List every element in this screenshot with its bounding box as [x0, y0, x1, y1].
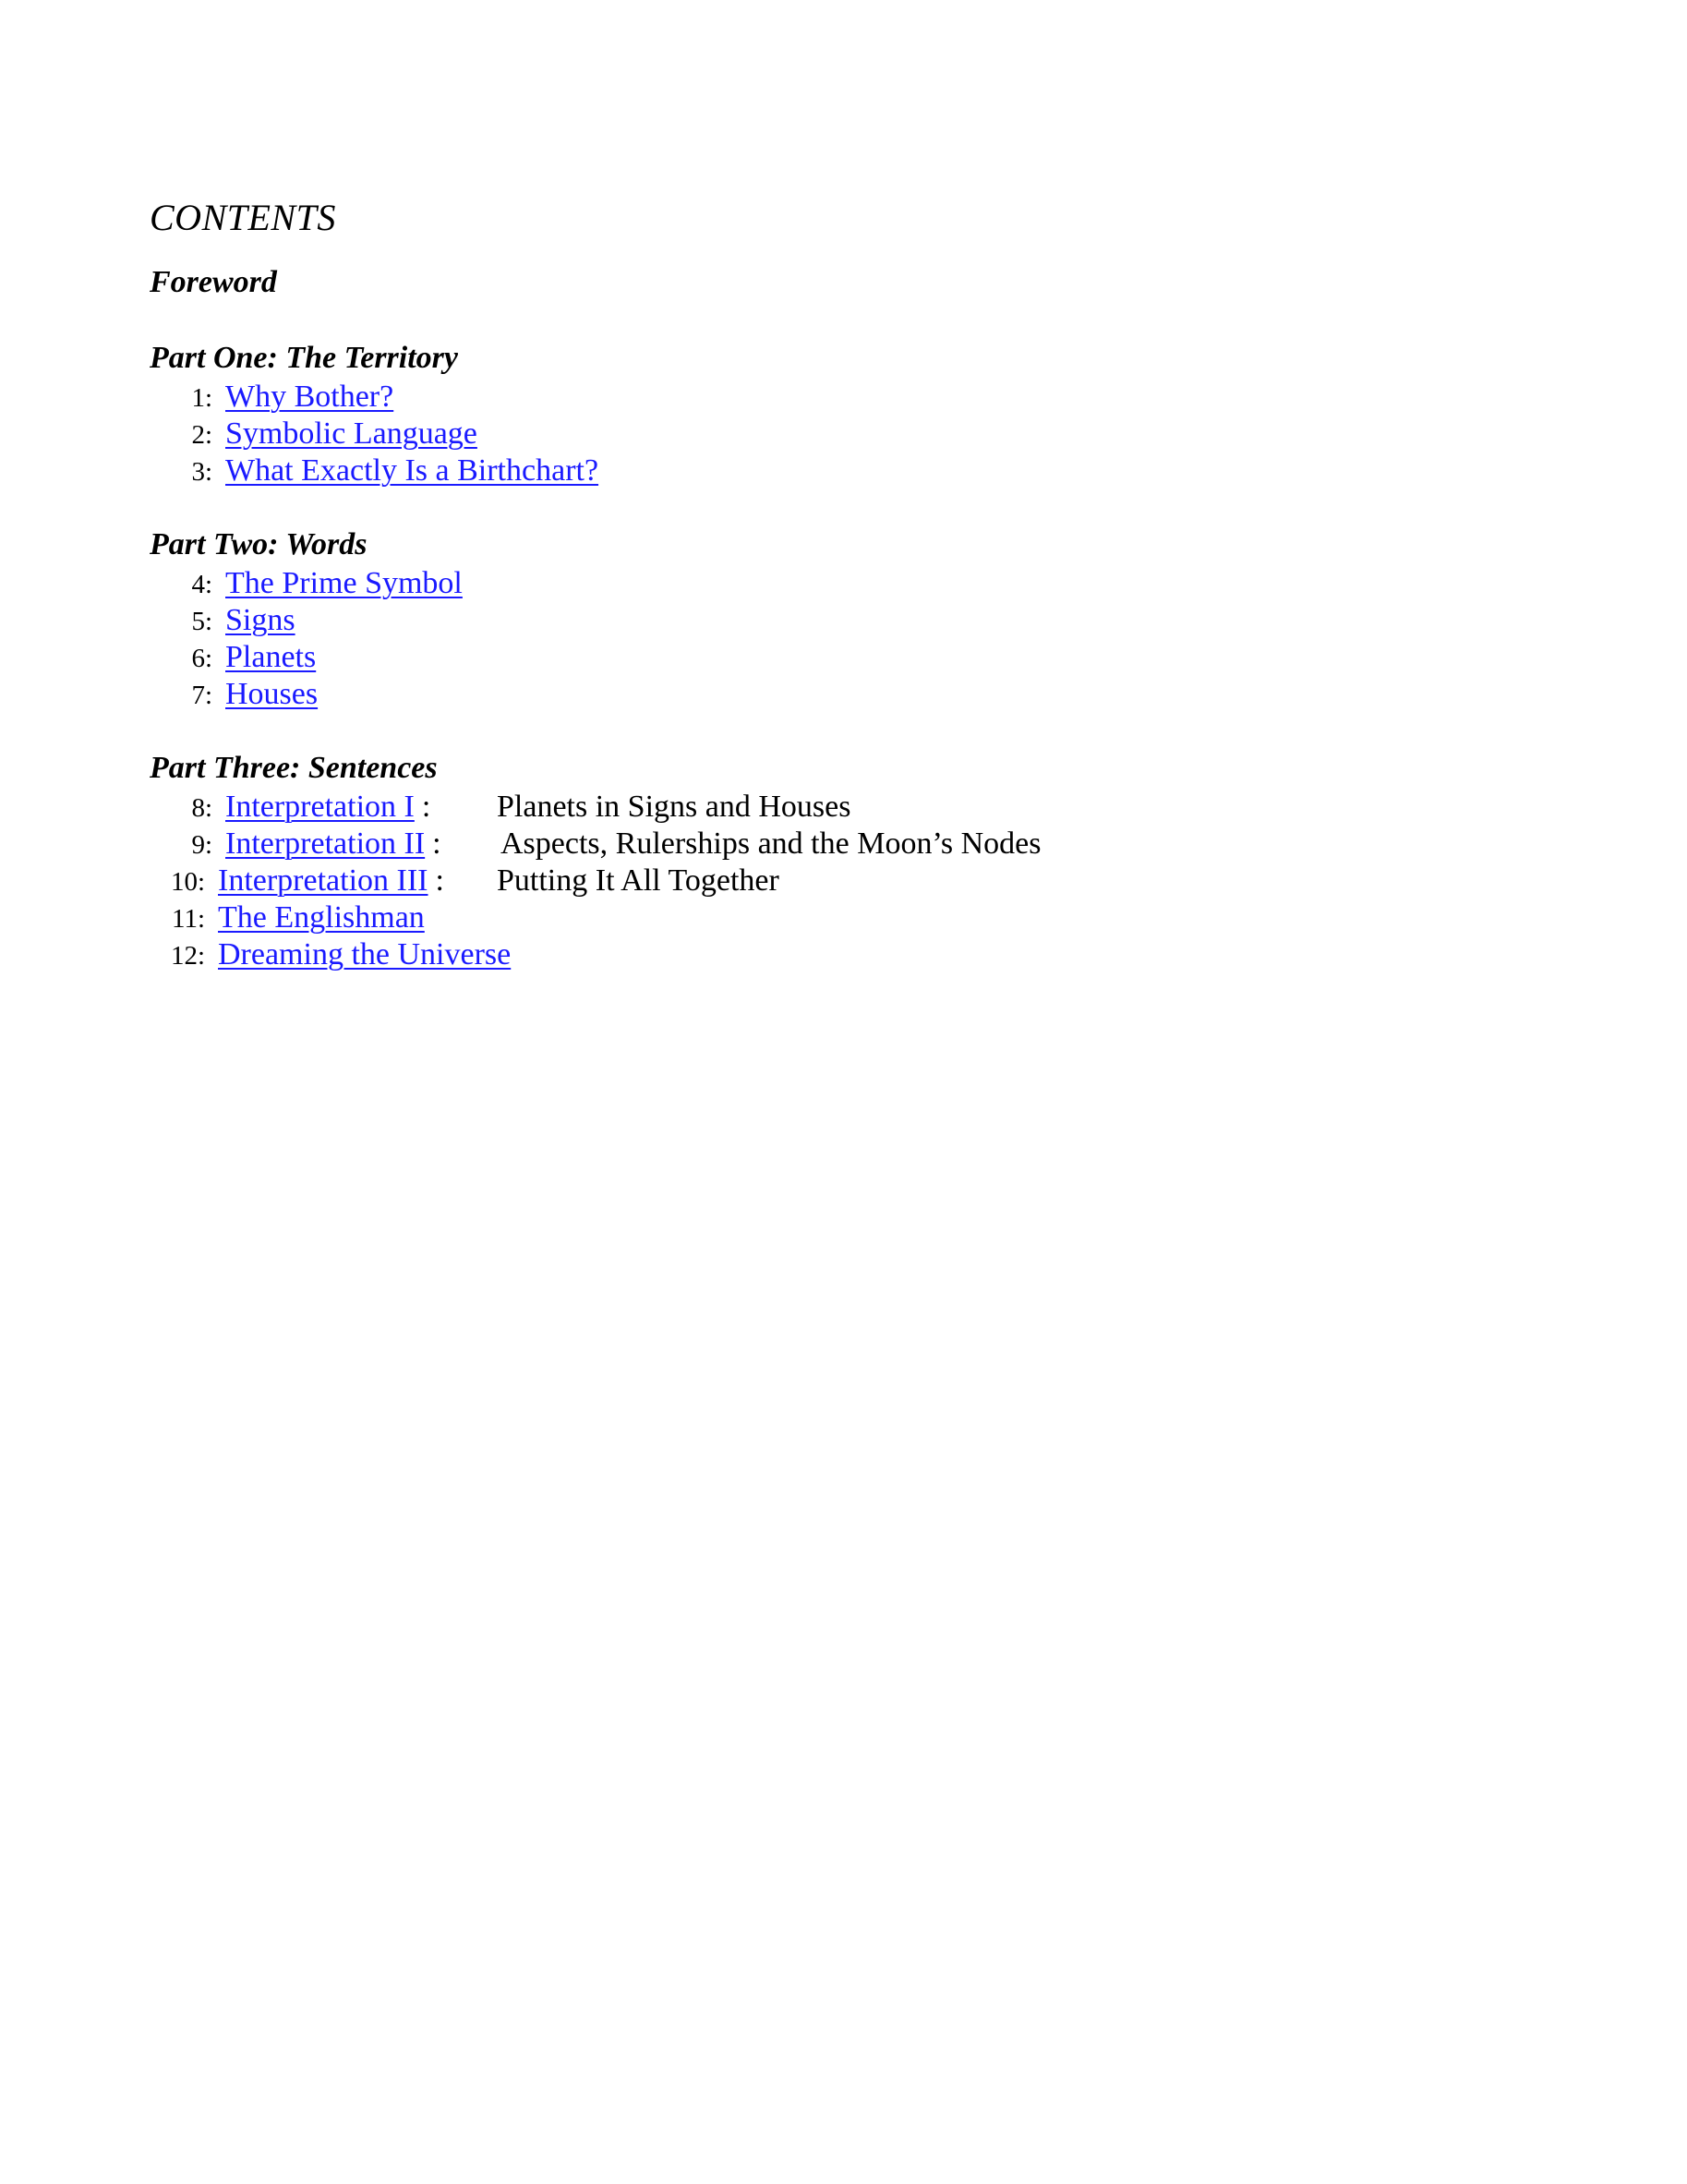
chapter-link-birthchart[interactable]: What Exactly Is a Birthchart? — [225, 453, 599, 488]
chapter-row — [150, 452, 1442, 489]
chapter-colon: : — [421, 790, 431, 824]
chapter-link-houses[interactable]: Houses — [225, 677, 319, 711]
chapter-number: 7: — [191, 681, 212, 710]
chapter-row — [150, 565, 1442, 602]
chapter-row — [150, 899, 1442, 936]
contents-title: CONTENTS — [150, 197, 336, 238]
chapter-link-englishman[interactable]: The Englishman — [218, 900, 425, 935]
chapter-row — [150, 602, 1442, 639]
chapter-number: 4: — [191, 570, 212, 599]
chapter-colon: : — [435, 863, 444, 898]
chapter-row — [150, 863, 1442, 899]
chapter-row — [150, 826, 1442, 863]
part-three — [150, 748, 1442, 973]
part-heading: Part One: The Territory — [150, 341, 459, 375]
table-of-contents — [150, 192, 1442, 1008]
chapter-link-interpretation-2[interactable]: Interpretation II — [225, 827, 426, 861]
chapter-row — [150, 416, 1442, 452]
chapter-row — [150, 676, 1442, 713]
chapter-row — [150, 379, 1442, 416]
chapter-row — [150, 789, 1442, 826]
part-two — [150, 525, 1442, 713]
chapter-link-interpretation-3[interactable]: Interpretation III — [218, 863, 428, 898]
chapter-link-why-bother[interactable]: Why Bother? — [225, 380, 394, 414]
foreword-heading: Foreword — [150, 265, 277, 299]
chapter-link-planets[interactable]: Planets — [225, 640, 317, 674]
part-heading: Part Three: Sentences — [150, 751, 438, 785]
chapter-number: 10: — [170, 867, 205, 897]
chapter-link-dreaming-universe[interactable]: Dreaming the Universe — [218, 937, 512, 971]
chapter-number: 9: — [191, 830, 212, 860]
chapter-number: 1: — [191, 383, 212, 413]
chapter-link-interpretation-1[interactable]: Interpretation I — [225, 790, 415, 824]
chapter-number: 3: — [191, 457, 212, 487]
chapter-colon: : — [432, 827, 441, 861]
chapter-row — [150, 639, 1442, 676]
chapter-link-symbolic-language[interactable]: Symbolic Language — [225, 416, 477, 451]
part-heading: Part Two: Words — [150, 527, 368, 561]
part-one — [150, 338, 1442, 489]
chapter-description: Putting It All Together — [497, 863, 779, 898]
chapter-number: 12: — [170, 941, 205, 971]
chapter-description: Planets in Signs and Houses — [497, 790, 851, 824]
chapter-link-signs[interactable]: Signs — [225, 603, 295, 637]
chapter-description: Aspects, Rulerships and the Moon’s Nodes — [500, 827, 1042, 861]
chapter-number: 8: — [191, 793, 212, 823]
chapter-number: 5: — [191, 607, 212, 636]
chapter-number: 6: — [191, 644, 212, 673]
chapter-link-prime-symbol[interactable]: The Prime Symbol — [225, 566, 463, 600]
chapter-row — [150, 936, 1442, 973]
chapter-number: 11: — [172, 904, 205, 934]
chapter-number: 2: — [191, 420, 212, 450]
